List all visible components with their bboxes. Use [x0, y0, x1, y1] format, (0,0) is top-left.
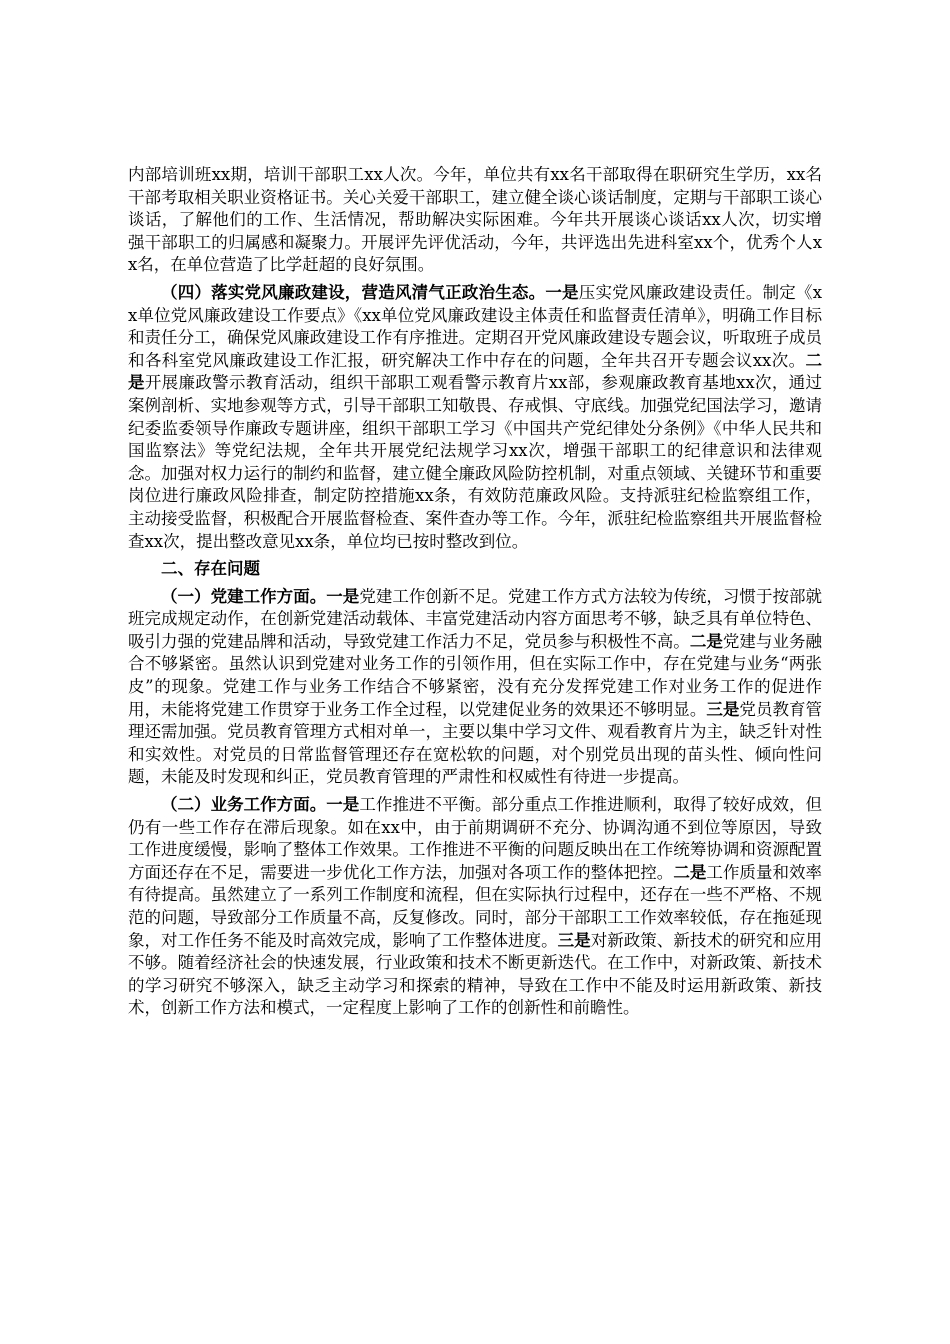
document-page: [128, 164, 822, 1025]
paragraph-business-work: [128, 794, 822, 1020]
keyword-first: 一是: [326, 795, 360, 815]
keyword-second: 二是: [689, 631, 723, 651]
text-second: 工作质量和效率有待提高。虽然建立了一系列工作制度和流程，但在实际执行过程中，还存在一些不严格、不规范的问题，导致部分工作质量不高，反复修改。同时，部分干部职工工作效率较低，存在拖延现象，对工作任务不能及时高效完成，影响了工作整体进度。: [128, 862, 823, 950]
text-third: 对新政策、新技术的研究和应用不够。随着经济社会的快速发展，行业政策和技术不断更新迭代。在工作中，对新政策、新技术的学习研究不够深入，缺乏主动学习和探索的精神，导致在工作中不能及时运用新政策、新技术，创新工作方法和模式，一定程度上影响了工作的创新性和前瞻性。: [128, 930, 823, 1018]
keyword-first: 一是: [326, 586, 360, 606]
paragraph-party-building: [128, 586, 822, 789]
keyword-third: 三是: [706, 699, 740, 719]
keyword-second: 二是: [673, 862, 707, 882]
keyword-third: 三是: [557, 930, 591, 950]
text-third: 党员教育管理还需加强。党员教育管理方式相对单一，主要以集中学习文件、观看教育片为主，缺乏针对性和实效性。对党员的日常监督管理还存在宽松软的问题，对个别党员出现的苗头性、倾向性问题，未能及时发现和纠正，党员教育管理的严肃性和权威性有待进一步提高。: [128, 699, 823, 787]
paragraph-integrity: [128, 282, 822, 553]
heading-existing-problems: 二、存在问题: [161, 559, 260, 579]
keyword-first: 一是: [545, 282, 579, 302]
section-title-integrity: （四）落实党风廉政建设，营造风清气正政治生态。: [161, 282, 546, 302]
text-second: 党建与业务融合不够紧密。虽然认识到党建对业务工作的引领作用，但在实际工作中，存在党建与业务“两张皮”的现象。党建工作与业务工作结合不够紧密，没有充分发挥党建工作对业务工作的促进作用，未能将党建工作贯穿于业务工作全过程，以党建促业务的效果还不够明显。: [128, 631, 823, 719]
text-second: 开展廉政警示教育活动，组织干部职工观看警示教育片xx部，参观廉政教育基地xx次，通过案例剖析、实地参观等方式，引导干部职工知敬畏、存戒惧、守底线。加强党纪国法学习，邀请纪委监委领导作廉政专题讲座，组织干部职工学习《中国共产党纪律处分条例》《中华人民共和国监察法》等党纪法规，全年共开展党纪法规学习xx次，增强干部职工的纪律意识和法律观念。加强对权力运行的制约和监督，建立健全廉政风险防控机制，对重点领域、关键环节和重要岗位进行廉政风险排查，制定防控措施xx条，有效防范廉政风险。支持派驻纪检监察组工作，主动接受监督，积极配合开展监督检查、案件查办等工作。今年，派驻纪检监察组共开展监督检查xx次，提出整改意见xx条，单位均已按时整改到位。: [128, 373, 822, 551]
section-title-business-work: （二）业务工作方面。: [161, 795, 327, 815]
section-title-party-building: （一）党建工作方面。: [161, 586, 327, 606]
text-first: 工作推进不平衡。部分重点工作推进顺利，取得了较好成效，但仍有一些工作存在滞后现象。如在xx中，由于前期调研不充分、协调沟通不到位等原因，导致工作进度缓慢，影响了整体工作效果。工作推进不平衡的问题反映出在工作统筹协调和资源配置方面还存在不足，需要进一步优化工作方法，加强对各项工作的整体把控。: [128, 795, 823, 882]
paragraph-training: 内部培训班xx期，培训干部职工xx人次。今年，单位共有xx名干部取得在职研究生学历，xx名干部考取相关职业资格证书。关心关爱干部职工，建立健全谈心谈话制度，定期与干部职工谈心谈话，了解他们的工作、生活情况，帮助解决实际困难。今年共开展谈心谈话xx人次，切实增强干部职工的归属感和凝聚力。开展评先评优活动，今年，共评选出先进科室xx个，优秀个人xx名，在单位营造了比学赶超的良好氛围。: [128, 165, 822, 275]
text-first: 党建工作创新不足。党建工作方式方法较为传统，习惯于按部就班完成规定动作，在创新党建活动载体、丰富党建活动内容方面思考不够，缺乏具有单位特色、吸引力强的党建品牌和活动，导致党建工作活力不足，党员参与积极性不高。: [128, 586, 823, 651]
text-first: 压实党风廉政建设责任。制定《xx单位党风廉政建设工作要点》《xx单位党风廉政建设主体责任和监督责任清单》，明确工作目标和责任分工，确保党风廉政建设工作有序推进。定期召开党风廉政建设专题会议，听取班子成员和各科室党风廉政建设工作汇报，研究解决工作中存在的问题，全年共召开专题会议xx次。: [128, 282, 823, 370]
keyword-second: 二是: [128, 350, 822, 393]
